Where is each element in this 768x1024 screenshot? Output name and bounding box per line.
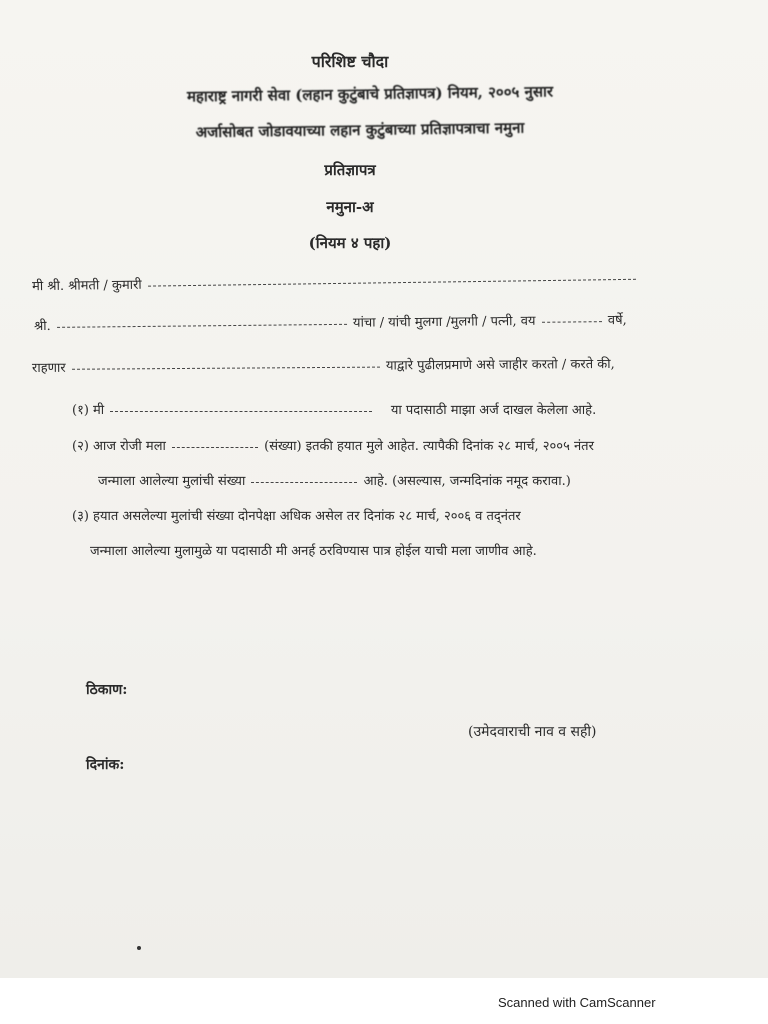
item-3-continued: जन्माला आलेल्या मुलामुळे या पदासाठी मी अनर्ह ठरविण्यास पात्र होईल याची मला जाणीव आहे. <box>90 544 537 559</box>
item1-suffix: या पदासाठी माझा अर्ज दाखल केलेला आहे. <box>390 403 597 418</box>
affidavit-heading: प्रतिज्ञापत्र <box>324 161 376 179</box>
appendix-title: परिशिष्ट चौदा <box>311 52 389 71</box>
item-2 <box>72 436 594 454</box>
item-2-continued <box>98 471 571 489</box>
residence-line <box>32 354 615 376</box>
date-label: दिनांक: <box>86 757 125 773</box>
item2-line2-suffix: आहे. (असल्यास, जन्मदिनांक नमूद करावा.) <box>363 474 571 489</box>
name-line <box>32 268 638 294</box>
item1-prefix: (१) मी <box>72 403 105 418</box>
rules-subtitle-line1: महाराष्ट्र नागरी सेवा (लहान कुटुंबाचे प्रतिज्ञापत्र) नियम, २००५ नुसार <box>186 82 554 106</box>
signature-label: (उमेदवाराची नाव व सही) <box>468 724 597 740</box>
age-blank <box>542 320 602 323</box>
residence-suffix: याद्वारे पुढीलप्रमाणे असे जाहीर करतो / करते की, <box>385 356 615 374</box>
relation-line <box>34 310 627 334</box>
residence-prefix: राहणार <box>31 360 66 377</box>
item2-line2-prefix: जन्माला आलेल्या मुलांची संख्या <box>98 474 246 489</box>
relation-middle: यांचा / यांची मुलगा /मुलगी / पत्नी, वय <box>352 313 536 331</box>
scan-speck <box>137 946 141 950</box>
name-label: मी श्री. श्रीमती / कुमारी <box>31 277 142 295</box>
camscanner-watermark: Scanned with CamScanner <box>498 995 656 1010</box>
after-date-children-blank <box>251 481 357 483</box>
form-heading: नमुना-अ <box>326 198 374 216</box>
post-blank <box>110 410 372 412</box>
item2-prefix: (२) आज रोजी मला <box>72 439 166 454</box>
age-suffix: वर्षे, <box>607 312 627 329</box>
relation-prefix: श्री. <box>33 318 51 335</box>
relation-name-blank <box>57 322 347 327</box>
residence-blank <box>72 365 380 369</box>
rules-subtitle-line2: अर्जासोबत जोडावयाच्या लहान कुटुंबाच्या प्रतिज्ञापत्राचा नमुना <box>195 118 525 142</box>
place-label: ठिकाण: <box>86 682 128 698</box>
rule-reference: (नियम ४ पहा) <box>308 234 392 252</box>
item2-suffix: (संख्या) इतकी हयात मुले आहेत. त्यापैकी दिनांक २८ मार्च, २००५ नंतर <box>264 439 594 454</box>
name-blank <box>148 277 636 286</box>
children-count-blank <box>172 446 258 448</box>
item-1 <box>72 400 596 418</box>
item-3: (३) हयात असलेल्या मुलांची संख्या दोनपेक्षा अधिक असेल तर दिनांक २८ मार्च, २००६ व तद्नंतर <box>72 509 521 524</box>
